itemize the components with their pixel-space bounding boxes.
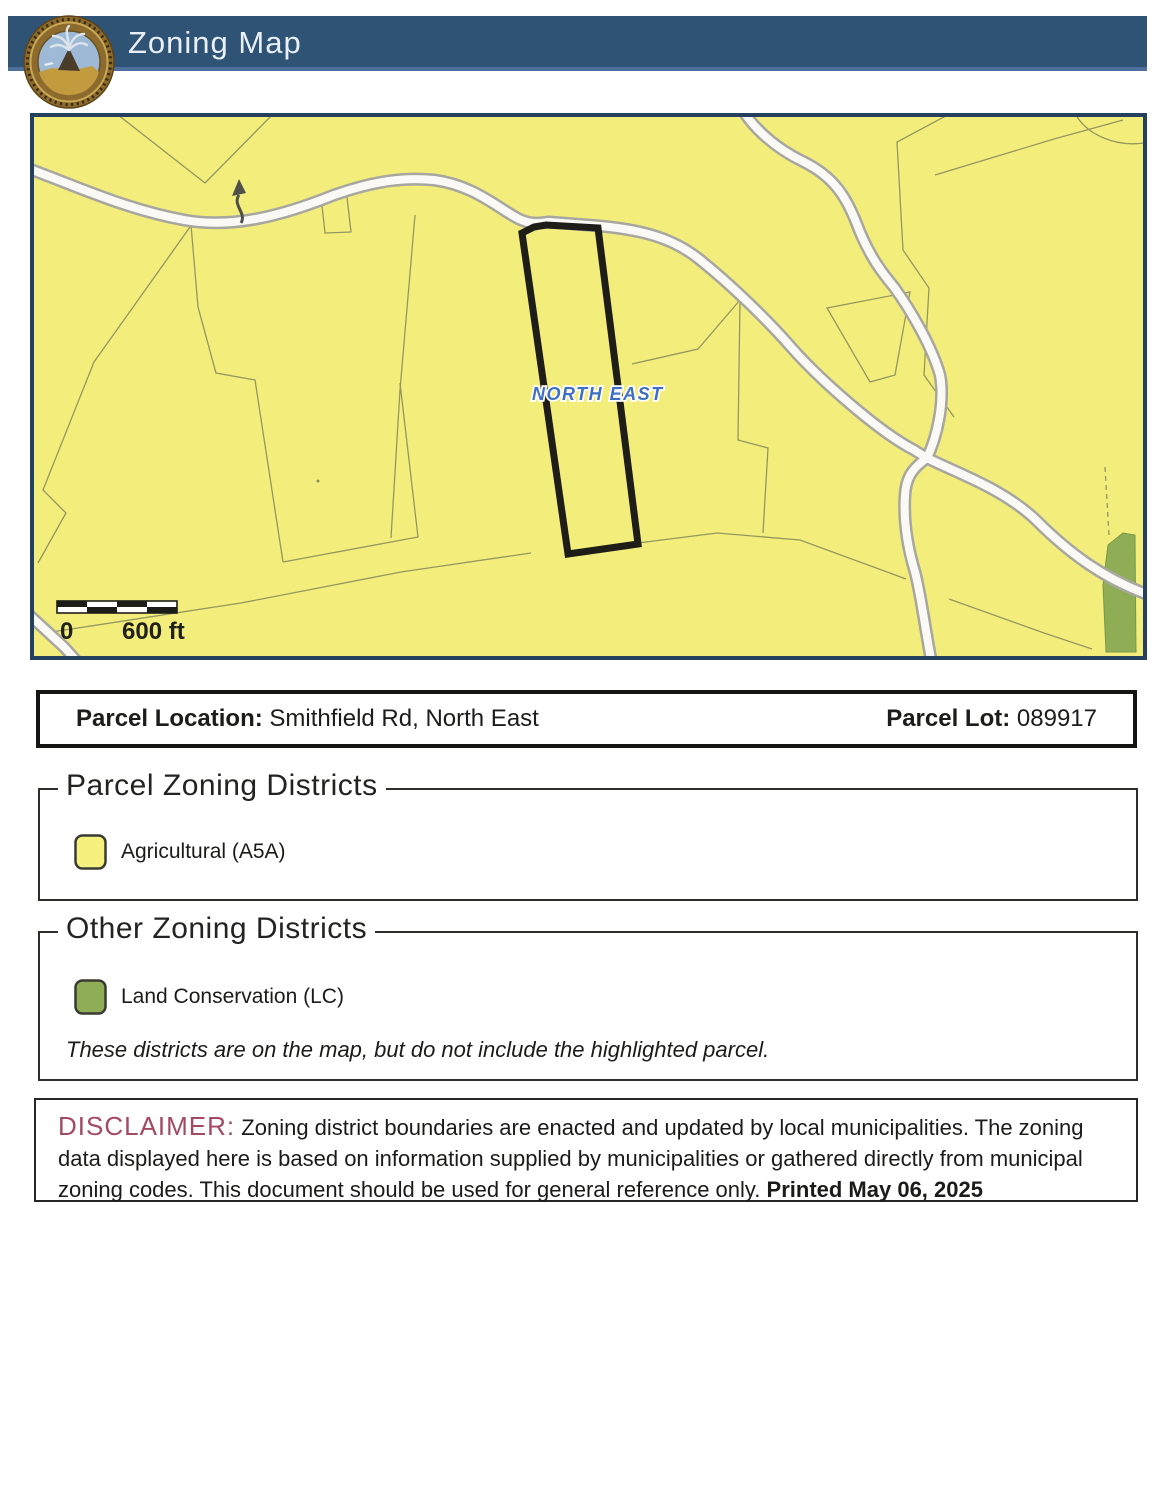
- disclaimer-box: [34, 1098, 1138, 1202]
- parcel-lot: [886, 705, 1097, 733]
- parcel-location-label: Parcel Location:: [76, 705, 263, 732]
- disclaimer-text: Zoning district boundaries are enacted and updated by local municipalities. The zoning data displayed here is based on information supplied by municipalities or gathered directly from municipal zoning codes. This document should be used for general reference only.: [58, 1115, 1084, 1202]
- legend-item-agricultural: [74, 834, 286, 870]
- land-conservation-swatch-icon: [74, 979, 107, 1015]
- page-title: Zoning Map: [128, 25, 302, 60]
- other-zoning-districts-title: Other Zoning Districts: [58, 912, 375, 946]
- scale-end-label: 600 ft: [122, 618, 185, 645]
- county-seal-icon: [22, 14, 116, 110]
- map-dot: [317, 480, 320, 483]
- agricultural-swatch-icon: [74, 834, 107, 870]
- parcel-location: [76, 705, 539, 733]
- legend-item-label: Agricultural (A5A): [121, 840, 286, 863]
- parcel-zoning-districts-section: [38, 769, 1138, 901]
- parcel-location-value: Smithfield Rd, North East: [269, 705, 539, 732]
- legend-item-land-conservation: [74, 979, 344, 1015]
- scale-start-label: 0: [60, 618, 74, 645]
- parcel-zoning-districts-title: Parcel Zoning Districts: [58, 769, 386, 803]
- map-frame: [30, 113, 1147, 660]
- legend-item-label: Land Conservation (LC): [121, 985, 344, 1008]
- zoning-map: [34, 117, 1143, 656]
- disclaimer-printed-date: Printed May 06, 2025: [766, 1177, 983, 1202]
- districts-note: These districts are on the map, but do not include the highlighted parcel.: [66, 1037, 770, 1062]
- disclaimer-label: DISCLAIMER:: [58, 1111, 236, 1141]
- parcel-info-box: [36, 690, 1137, 748]
- header-bar: [8, 16, 1147, 71]
- parcel-lot-value: 089917: [1016, 705, 1097, 732]
- parcel-lot-label: Parcel Lot:: [886, 705, 1011, 732]
- region-label: NORTH EAST: [532, 384, 664, 404]
- other-zoning-districts-section: [38, 912, 1138, 1081]
